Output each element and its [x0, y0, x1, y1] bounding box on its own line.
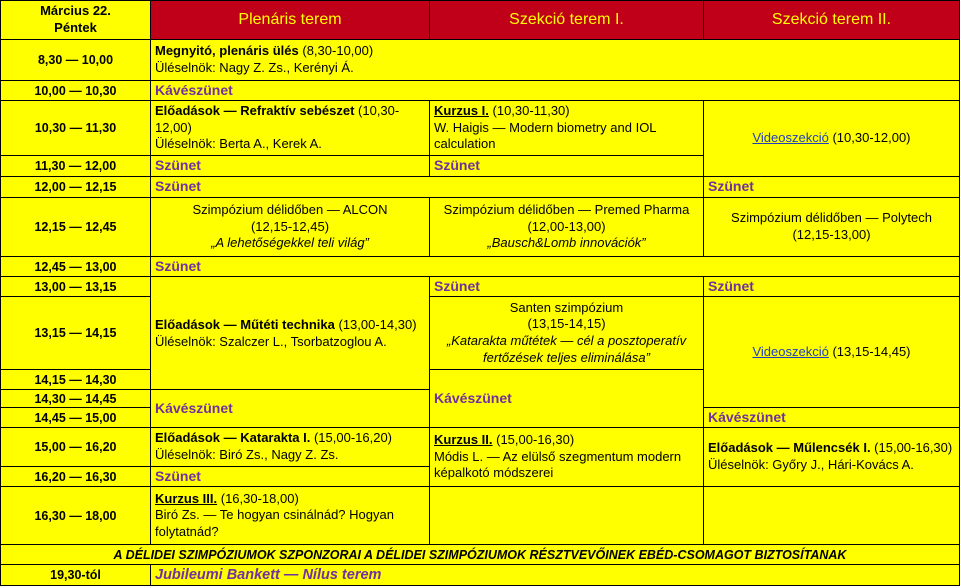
time-cell: 19,30-tól — [0, 564, 151, 586]
coffee-break: Kávészünet — [703, 407, 960, 428]
time-cell: 16,20 — 16,30 — [0, 466, 151, 487]
break: Szünet — [703, 176, 960, 198]
sponsor-note: A DÉLIDEI SZIMPÓZIUMOK SZPONZORAI A DÉLIDEI SZIMPÓZIUMOK RÉSZTVEVŐINEK EBÉD-CSOMAGOT BIZTOSÍTANAK — [0, 544, 960, 565]
time-cell: 13,15 — 14,15 — [0, 296, 151, 370]
section2-video-1: Videoszekció (10,30-12,00) — [703, 100, 960, 177]
time-cell: 14,30 — 14,45 — [0, 389, 151, 408]
day-name: Péntek — [54, 20, 97, 35]
coffee-break: Kávészünet — [150, 80, 960, 101]
section1-symposium-premed: Szimpózium délidőben — Premed Pharma (12,00-13,00) „Bausch&Lomb innovációk” — [429, 197, 704, 257]
plenary-symposium-alcon: Szimpózium délidőben — ALCON (12,15-12,45) „A lehetőségekkel teli világ” — [150, 197, 430, 257]
banquet-event: Jubileumi Bankett — Nílus terem — [150, 564, 960, 586]
break: Szünet — [429, 276, 704, 297]
time-cell: 12,00 — 12,15 — [0, 176, 151, 198]
section2-lecture-lenses: Előadások — Műlencsék I. (15,00-16,30) Üléselnök: Győry J., Hári-Kovács A. — [703, 427, 960, 487]
day-cell — [0, 0, 151, 40]
plenary-lecture-cataract: Előadások — Katarakta I. (15,00-16,20) Üléselnök: Biró Zs., Nagy Z. Zs. — [150, 427, 430, 467]
opening-session — [150, 39, 960, 81]
time-cell: 12,15 — 12,45 — [0, 197, 151, 257]
break: Szünet — [150, 256, 960, 277]
empty-cell — [429, 486, 704, 545]
break: Szünet — [429, 155, 704, 177]
time-cell: 14,45 — 15,00 — [0, 407, 151, 428]
section1-santen-symposium: Santen szimpózium (13,15-14,15) „Katarakta műtétek — cél a posztoperatív fertőzések teljes eliminálása” — [429, 296, 704, 370]
plenary-lecture-refractive: Előadások — Refraktív sebészet (10,30-12,00) Üléselnök: Berta A., Kerek A. — [150, 100, 430, 156]
header-section-2: Szekció terem II. — [703, 0, 960, 40]
section2-symposium-polytech: Szimpózium délidőben — Polytech (12,15-13,00) — [703, 197, 960, 257]
video-section-link[interactable]: Videoszekció — [752, 130, 829, 146]
empty-cell — [703, 486, 960, 545]
header-plenary: Plenáris terem — [150, 0, 430, 40]
coffee-break: Kávészünet — [429, 369, 704, 428]
time-cell: 10,00 — 10,30 — [0, 80, 151, 101]
day-date: Március 22. — [40, 3, 111, 19]
section2-video-2: Videoszekció (13,15-14,45) — [703, 296, 960, 408]
time-cell: 13,00 — 13,15 — [0, 276, 151, 297]
coffee-break: Kávészünet — [150, 389, 430, 428]
plenary-lecture-surgery: Előadások — Műtéti technika (13,00-14,30) Üléselnök: Szalczer L., Tsorbatzoglou A. — [150, 276, 430, 391]
time-cell: 11,30 — 12,00 — [0, 155, 151, 177]
opening-chairs: Üléselnök: Nagy Z. Zs., Kerényi Á. — [155, 60, 354, 75]
break: Szünet — [703, 276, 960, 297]
section1-course-1: Kurzus I. (10,30-11,30) W. Haigis — Modern biometry and IOL calculation — [429, 100, 704, 156]
time-cell: 14,15 — 14,30 — [0, 369, 151, 390]
time-cell: 12,45 — 13,00 — [0, 256, 151, 277]
opening-time: (8,30-10,00) — [298, 43, 374, 59]
time-cell: 16,30 — 18,00 — [0, 486, 151, 545]
header-section-1: Szekció terem I. — [429, 0, 704, 40]
opening-title: Megnyitó, plenáris ülés — [155, 43, 299, 59]
video-section-link[interactable]: Videoszekció — [752, 343, 829, 359]
break: Szünet — [150, 466, 430, 487]
time-cell: 15,00 — 16,20 — [0, 427, 151, 467]
time-cell: 10,30 — 11,30 — [0, 100, 151, 156]
time-cell: 8,30 — 10,00 — [0, 39, 151, 81]
plenary-course-3: Kurzus III. (16,30-18,00) Biró Zs. — Te hogyan csinálnád? Hogyan folytatnád? — [150, 486, 430, 545]
break: Szünet — [150, 176, 704, 198]
section1-course-2: Kurzus II. (15,00-16,30) Módis L. — Az elülső szegmentum modern képalkotó módszerei — [429, 427, 704, 487]
break: Szünet — [150, 155, 430, 177]
